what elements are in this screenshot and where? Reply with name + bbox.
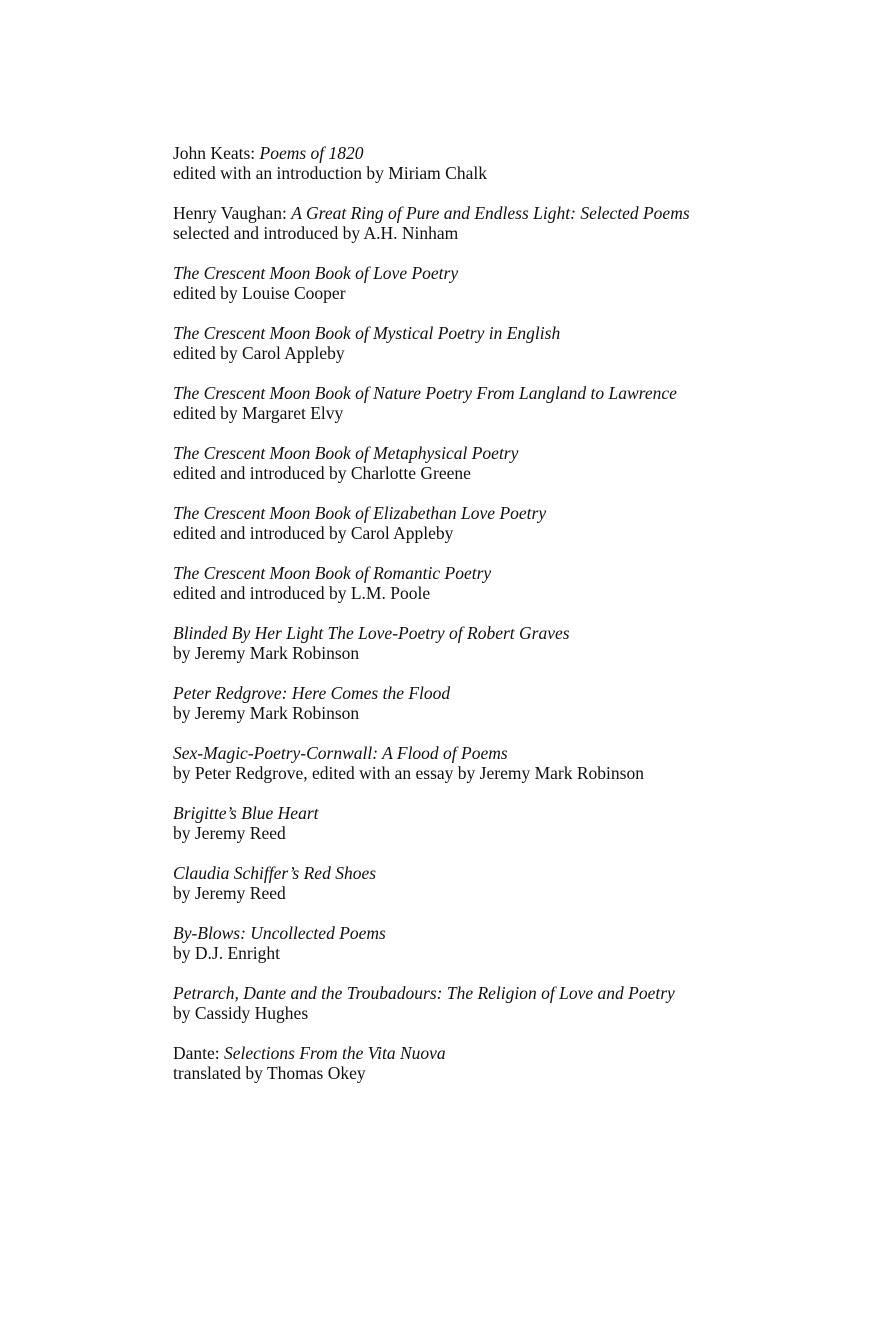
book-byline: edited and introduced by Charlotte Greene — [173, 463, 471, 483]
book-title: The Crescent Moon Book of Romantic Poetry — [173, 563, 492, 583]
book-title-line — [173, 443, 698, 463]
book-byline: edited and introduced by Carol Appleby — [173, 523, 454, 543]
book-entry — [173, 563, 698, 603]
book-byline: by D.J. Enright — [173, 943, 280, 963]
book-entry — [173, 683, 698, 723]
book-title-line — [173, 983, 698, 1003]
book-byline: edited by Carol Appleby — [173, 343, 345, 363]
book-entry — [173, 1043, 698, 1083]
book-byline: by Jeremy Mark Robinson — [173, 643, 360, 663]
book-byline: edited by Louise Cooper — [173, 283, 346, 303]
book-byline: by Jeremy Reed — [173, 823, 286, 843]
book-title: Brigitte’s Blue Heart — [173, 803, 319, 823]
book-title: The Crescent Moon Book of Mystical Poetry in English — [173, 323, 561, 343]
book-title: Peter Redgrove: Here Comes the Flood — [173, 683, 451, 703]
book-title-line — [173, 623, 698, 643]
book-entry — [173, 803, 698, 843]
book-byline: edited with an introduction by Miriam Chalk — [173, 163, 487, 183]
book-title: Poems of 1820 — [259, 143, 364, 163]
book-entry — [173, 203, 698, 243]
book-entry — [173, 263, 698, 303]
book-byline: selected and introduced by A.H. Ninham — [173, 223, 459, 243]
book-byline: edited by Margaret Elvy — [173, 403, 344, 423]
book-title: Petrarch, Dante and the Troubadours: The Religion of Love and Poetry — [173, 983, 675, 1003]
book-entry — [173, 323, 698, 363]
book-title: The Crescent Moon Book of Love Poetry — [173, 263, 459, 283]
book-title-line — [173, 683, 698, 703]
book-title: Claudia Schiffer’s Red Shoes — [173, 863, 377, 883]
book-title-line — [173, 863, 698, 883]
book-title: Sex-Magic-Poetry-Cornwall: A Flood of Poems — [173, 743, 508, 763]
book-title: The Crescent Moon Book of Elizabethan Love Poetry — [173, 503, 547, 523]
book-title-line — [173, 383, 698, 403]
book-title: Selections From the Vita Nuova — [224, 1043, 446, 1063]
book-entry — [173, 623, 698, 663]
book-title-line — [173, 263, 698, 283]
book-title-line — [173, 323, 698, 343]
book-entry — [173, 503, 698, 543]
book-title: By-Blows: Uncollected Poems — [173, 923, 386, 943]
book-title-line — [173, 143, 698, 163]
book-title: The Crescent Moon Book of Nature Poetry From Langland to Lawrence — [173, 383, 677, 403]
book-entry — [173, 863, 698, 903]
book-byline: edited and introduced by L.M. Poole — [173, 583, 431, 603]
author-prefix: Henry Vaughan: — [173, 203, 292, 223]
book-title: A Great Ring of Pure and Endless Light: Selected Poems — [291, 203, 690, 223]
book-title-line — [173, 203, 698, 223]
book-entry — [173, 443, 698, 483]
book-entry — [173, 923, 698, 963]
book-entry — [173, 743, 698, 783]
book-title-line — [173, 923, 698, 943]
book-byline: by Cassidy Hughes — [173, 1003, 309, 1023]
book-title: Blinded By Her Light The Love-Poetry of Robert Graves — [173, 623, 570, 643]
book-title-line — [173, 743, 698, 763]
book-title-line — [173, 803, 698, 823]
book-entry — [173, 983, 698, 1023]
book-title: The Crescent Moon Book of Metaphysical Poetry — [173, 443, 519, 463]
book-list — [173, 143, 698, 1103]
book-title-line — [173, 1043, 698, 1063]
book-entry — [173, 383, 698, 423]
book-title-line — [173, 563, 698, 583]
book-byline: translated by Thomas Okey — [173, 1063, 366, 1083]
author-prefix: Dante: — [173, 1043, 225, 1063]
book-title-line — [173, 503, 698, 523]
author-prefix: John Keats: — [173, 143, 260, 163]
book-entry — [173, 143, 698, 183]
book-byline: by Peter Redgrove, edited with an essay by Jeremy Mark Robinson — [173, 763, 644, 783]
book-byline: by Jeremy Mark Robinson — [173, 703, 360, 723]
book-byline: by Jeremy Reed — [173, 883, 286, 903]
